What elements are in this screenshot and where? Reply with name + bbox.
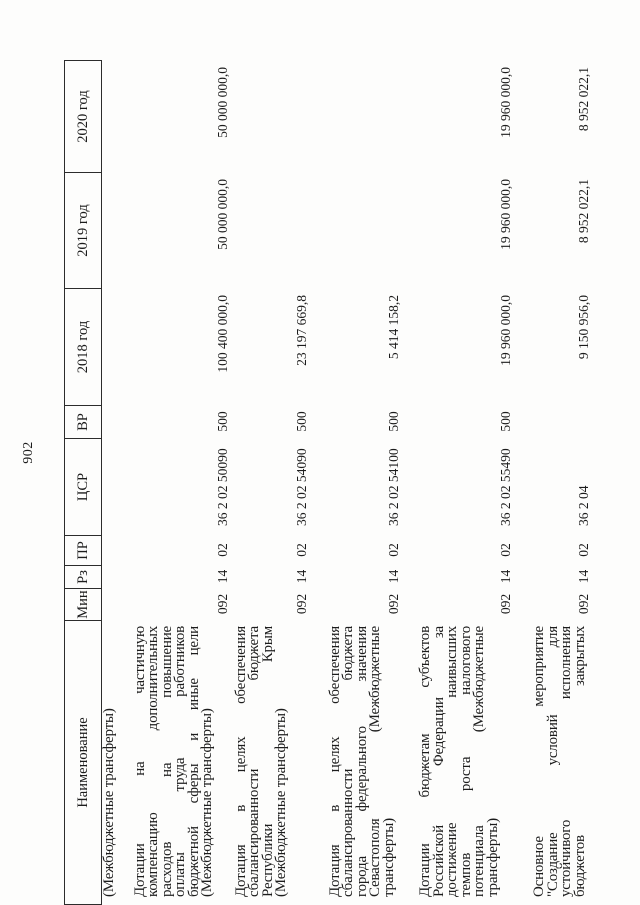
header-cell-name: Наименование [64, 620, 102, 905]
cell-rz: 14 [293, 569, 309, 584]
name-line: потенциала (Межбюджетные [471, 626, 487, 897]
name-line: Дотация в целях обеспечения [232, 626, 249, 897]
cell-2018: 23 197 669,8 [293, 295, 309, 366]
cell-rz: 14 [214, 569, 230, 584]
name-cell [326, 620, 397, 905]
name-line: города федерального значения [353, 626, 370, 897]
cell-2018: 5 414 158,2 [386, 295, 401, 360]
cell-rz: 14 [386, 569, 401, 584]
name-line: сбалансированности бюджета [340, 626, 356, 897]
header-cell-min: Мин [64, 588, 102, 620]
budget-table [64, 60, 591, 905]
name-line: Российской Федерации за [430, 626, 447, 897]
cell-2018: 9 150 956,0 [576, 295, 591, 360]
name-line: темпов роста налогового [457, 626, 474, 897]
cell-2018: 19 960 000,0 [498, 295, 513, 366]
cell-vr: 500 [386, 411, 401, 432]
name-line: оплаты труда работников [172, 626, 188, 897]
name-line: Дотации бюджетам субъектов [417, 626, 433, 897]
cell-vr: 500 [293, 411, 309, 432]
cell-pr: 02 [386, 543, 401, 557]
cell-pr: 02 [576, 543, 591, 557]
name-cell [232, 620, 289, 905]
name-line: Республики Крым [259, 626, 276, 897]
cell-csr: 36 2 02 50090 [214, 448, 230, 526]
name-line: (Межбюджетные трансферты) [101, 708, 117, 897]
name-line: (Межбюджетные трансферты) [199, 708, 215, 897]
header-cell-rz: Рз [64, 565, 102, 588]
cell-rz: 14 [498, 569, 513, 584]
name-cell [103, 620, 117, 905]
name-line: Дотация в целях обеспечения [326, 626, 343, 897]
table-row [131, 60, 230, 905]
cell-rz: 14 [576, 569, 591, 584]
cell-csr: 36 2 04 [576, 485, 591, 526]
name-line: сбалансированности бюджета [246, 626, 262, 897]
cell-pr: 02 [214, 543, 230, 557]
cell-min: 092 [293, 593, 309, 615]
header-cell-2019: 2019 год [64, 172, 102, 288]
cell-csr: 36 2 02 55490 [498, 448, 513, 526]
name-cell [131, 620, 215, 905]
cell-2019: 8 952 022,1 [576, 179, 591, 244]
cell-csr: 36 2 02 54100 [386, 448, 401, 526]
cell-csr: 36 2 02 54090 [293, 448, 309, 526]
header-cell-csr: ЦСР [64, 438, 102, 535]
table-header-row [64, 60, 102, 905]
header-cell-vr: ВР [64, 405, 102, 438]
table-row [531, 60, 591, 905]
name-line: компенсацию дополнительных [145, 626, 161, 897]
name-line: Основное мероприятие [531, 626, 547, 897]
cell-min: 092 [214, 593, 230, 615]
name-line: достижение наивысших [444, 626, 460, 897]
name-line: расходов на повышение [158, 626, 175, 897]
table-row [232, 60, 309, 905]
cell-pr: 02 [293, 543, 309, 557]
name-line: "Создание условий для [544, 626, 561, 897]
cell-min: 092 [386, 593, 401, 615]
cell-min: 092 [576, 593, 591, 615]
cell-vr: 500 [498, 411, 513, 432]
cell-2019: 50 000 000,0 [214, 179, 230, 250]
cell-2018: 100 400 000,0 [214, 295, 230, 373]
cell-min: 092 [498, 593, 513, 615]
table-row [417, 60, 513, 905]
cell-2019: 19 960 000,0 [498, 179, 513, 250]
name-line: Дотации на частичную [131, 626, 148, 897]
name-cell [419, 620, 500, 905]
header-cell-2018: 2018 год [64, 288, 102, 405]
name-line: бюджетной сферы и иные цели [185, 626, 202, 897]
page-number: 902 [21, 441, 36, 464]
table-row [326, 60, 401, 905]
cell-2020: 19 960 000,0 [498, 67, 513, 138]
cell-2020: 50 000 000,0 [214, 67, 230, 138]
name-line: трансферты) [380, 818, 397, 897]
cell-pr: 02 [498, 543, 513, 557]
name-line: бюджетов закрытых [571, 626, 588, 897]
header-cell-2020: 2020 год [64, 60, 102, 172]
name-line: трансферты) [484, 818, 501, 897]
name-line: (Межбюджетные трансферты) [273, 708, 289, 897]
name-cell [533, 620, 587, 905]
header-cell-pr: ПР [64, 535, 102, 565]
cell-vr: 500 [214, 411, 230, 432]
cell-2020: 8 952 022,1 [576, 67, 591, 132]
name-line: устойчивого исполнения [558, 626, 574, 897]
table-row [103, 60, 117, 905]
name-line: Севастополя (Межбюджетные [367, 626, 383, 897]
